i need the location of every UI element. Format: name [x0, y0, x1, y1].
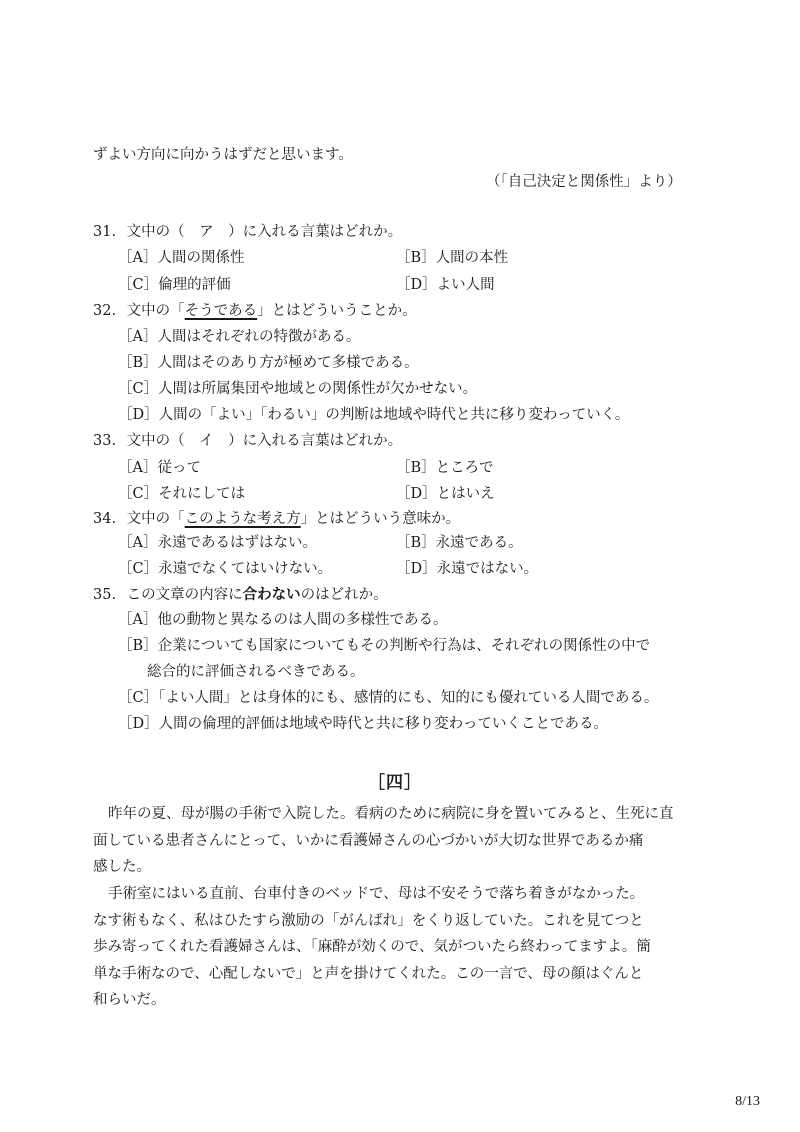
option-a: ［A］他の動物と異なるのは人間の多様性である。 [118, 612, 448, 628]
question-31 [93, 220, 402, 241]
paragraph-line: なす術もなく、私はひたすら激励の「がんばれ」をくり返していた。これを見てつと [93, 912, 644, 929]
paragraph-line: 面している患者さんにとって、いかに看護婦さんの心づかいが大切な世界であるか痛 [93, 832, 644, 849]
question-number: 31. [93, 224, 117, 240]
option-b: ［B］人間の本性 [396, 250, 509, 266]
question-text-pre: 文中の「 [126, 511, 185, 527]
option-a: ［A］人間はそれぞれの特徴がある。 [118, 329, 361, 345]
question-number: 34. [93, 511, 117, 527]
paragraph-line: 感した。 [93, 859, 151, 876]
question-number: 33. [93, 433, 117, 449]
option-d: ［D］人間の倫理的評価は地域や時代と共に移り変わっていくことである。 [118, 716, 608, 732]
option-d: ［D］よい人間 [396, 277, 495, 293]
option-d: ［D］永遠ではない。 [396, 561, 539, 577]
option-b-continued: 総合的に評価されるべきである。 [147, 664, 365, 680]
option-a: ［A］従って [118, 460, 201, 476]
passage-source: （「自己決定と関係性」より） [486, 174, 682, 190]
question-33 [93, 429, 402, 450]
paragraph-line: 和らいだ。 [93, 992, 166, 1009]
option-c: ［C］「よい人間」とは身体的にも、感情的にも、知的にも優れている人間である。 [118, 690, 659, 706]
passage-tail: ずよい方向に向かうはずだと思います。 [93, 147, 353, 163]
option-c: ［C］人間は所属集団や地域との関係性が欠かせない。 [118, 381, 478, 397]
question-text-pre: この文章の内容に [126, 587, 243, 603]
option-c: ［C］永遠でなくてはいけない。 [118, 561, 333, 577]
option-c: ［C］倫理的評価 [118, 277, 231, 293]
option-a: ［A］永遠であるはずはない。 [118, 535, 317, 551]
bold-phrase: 合わない [242, 586, 301, 603]
paragraph-line: 手術室にはいる直前、台車付きのベッドで、母は不安そうで落ち着きがなかった。 [108, 886, 645, 902]
question-text-post: のはどれか。 [300, 587, 388, 603]
question-text: 文中の（ イ ）に入れる言葉はどれか。 [126, 433, 403, 449]
question-35 [93, 583, 388, 604]
question-text-pre: 文中の「 [126, 303, 185, 319]
underlined-phrase: そうである [184, 303, 258, 319]
option-c: ［C］それにしては [118, 486, 246, 502]
option-b: ［B］企業についても国家についてもその判断や行為は、それぞれの関係性の中で [118, 638, 651, 654]
page-number: 8/13 [735, 1094, 760, 1109]
option-d: ［D］人間の「よい」「わるい」の判断は地域や時代と共に移り変わっていく。 [118, 407, 630, 423]
paragraph-2 [93, 881, 693, 1014]
question-number: 35. [93, 587, 117, 603]
option-d: ［D］とはいえ [396, 486, 495, 502]
option-b: ［B］永遠である。 [396, 535, 523, 551]
question-text: 文中の（ ア ）に入れる言葉はどれか。 [126, 224, 403, 240]
question-text-post: 」とはどういう意味か。 [300, 511, 461, 527]
underlined-phrase: このような考え方 [184, 511, 301, 527]
option-a: ［A］人間の関係性 [118, 250, 245, 266]
option-b: ［B］人間はそのあり方が極めて多様である。 [118, 355, 419, 371]
question-text-post: 」とはどういうことか。 [257, 303, 417, 319]
question-number: 32. [93, 303, 117, 319]
paragraph-line: 歩み寄ってくれた看護婦さんは、「麻酔が効くので、気がついたら終わってますよ。簡 [93, 939, 651, 956]
option-b: ［B］ところで [396, 460, 494, 476]
question-32 [93, 299, 417, 320]
question-34 [93, 507, 460, 528]
section-title: ［四］ [368, 773, 422, 793]
paragraph-line: 単な手術なので、心配しないで」と声を掛けてくれた。この一言で、母の顔はぐんと [93, 965, 644, 982]
paragraph-1 [93, 801, 693, 881]
paragraph-line: 昨年の夏、母が腸の手術で入院した。看病のために病院に身を置いてみると、生死に直 [108, 806, 674, 822]
